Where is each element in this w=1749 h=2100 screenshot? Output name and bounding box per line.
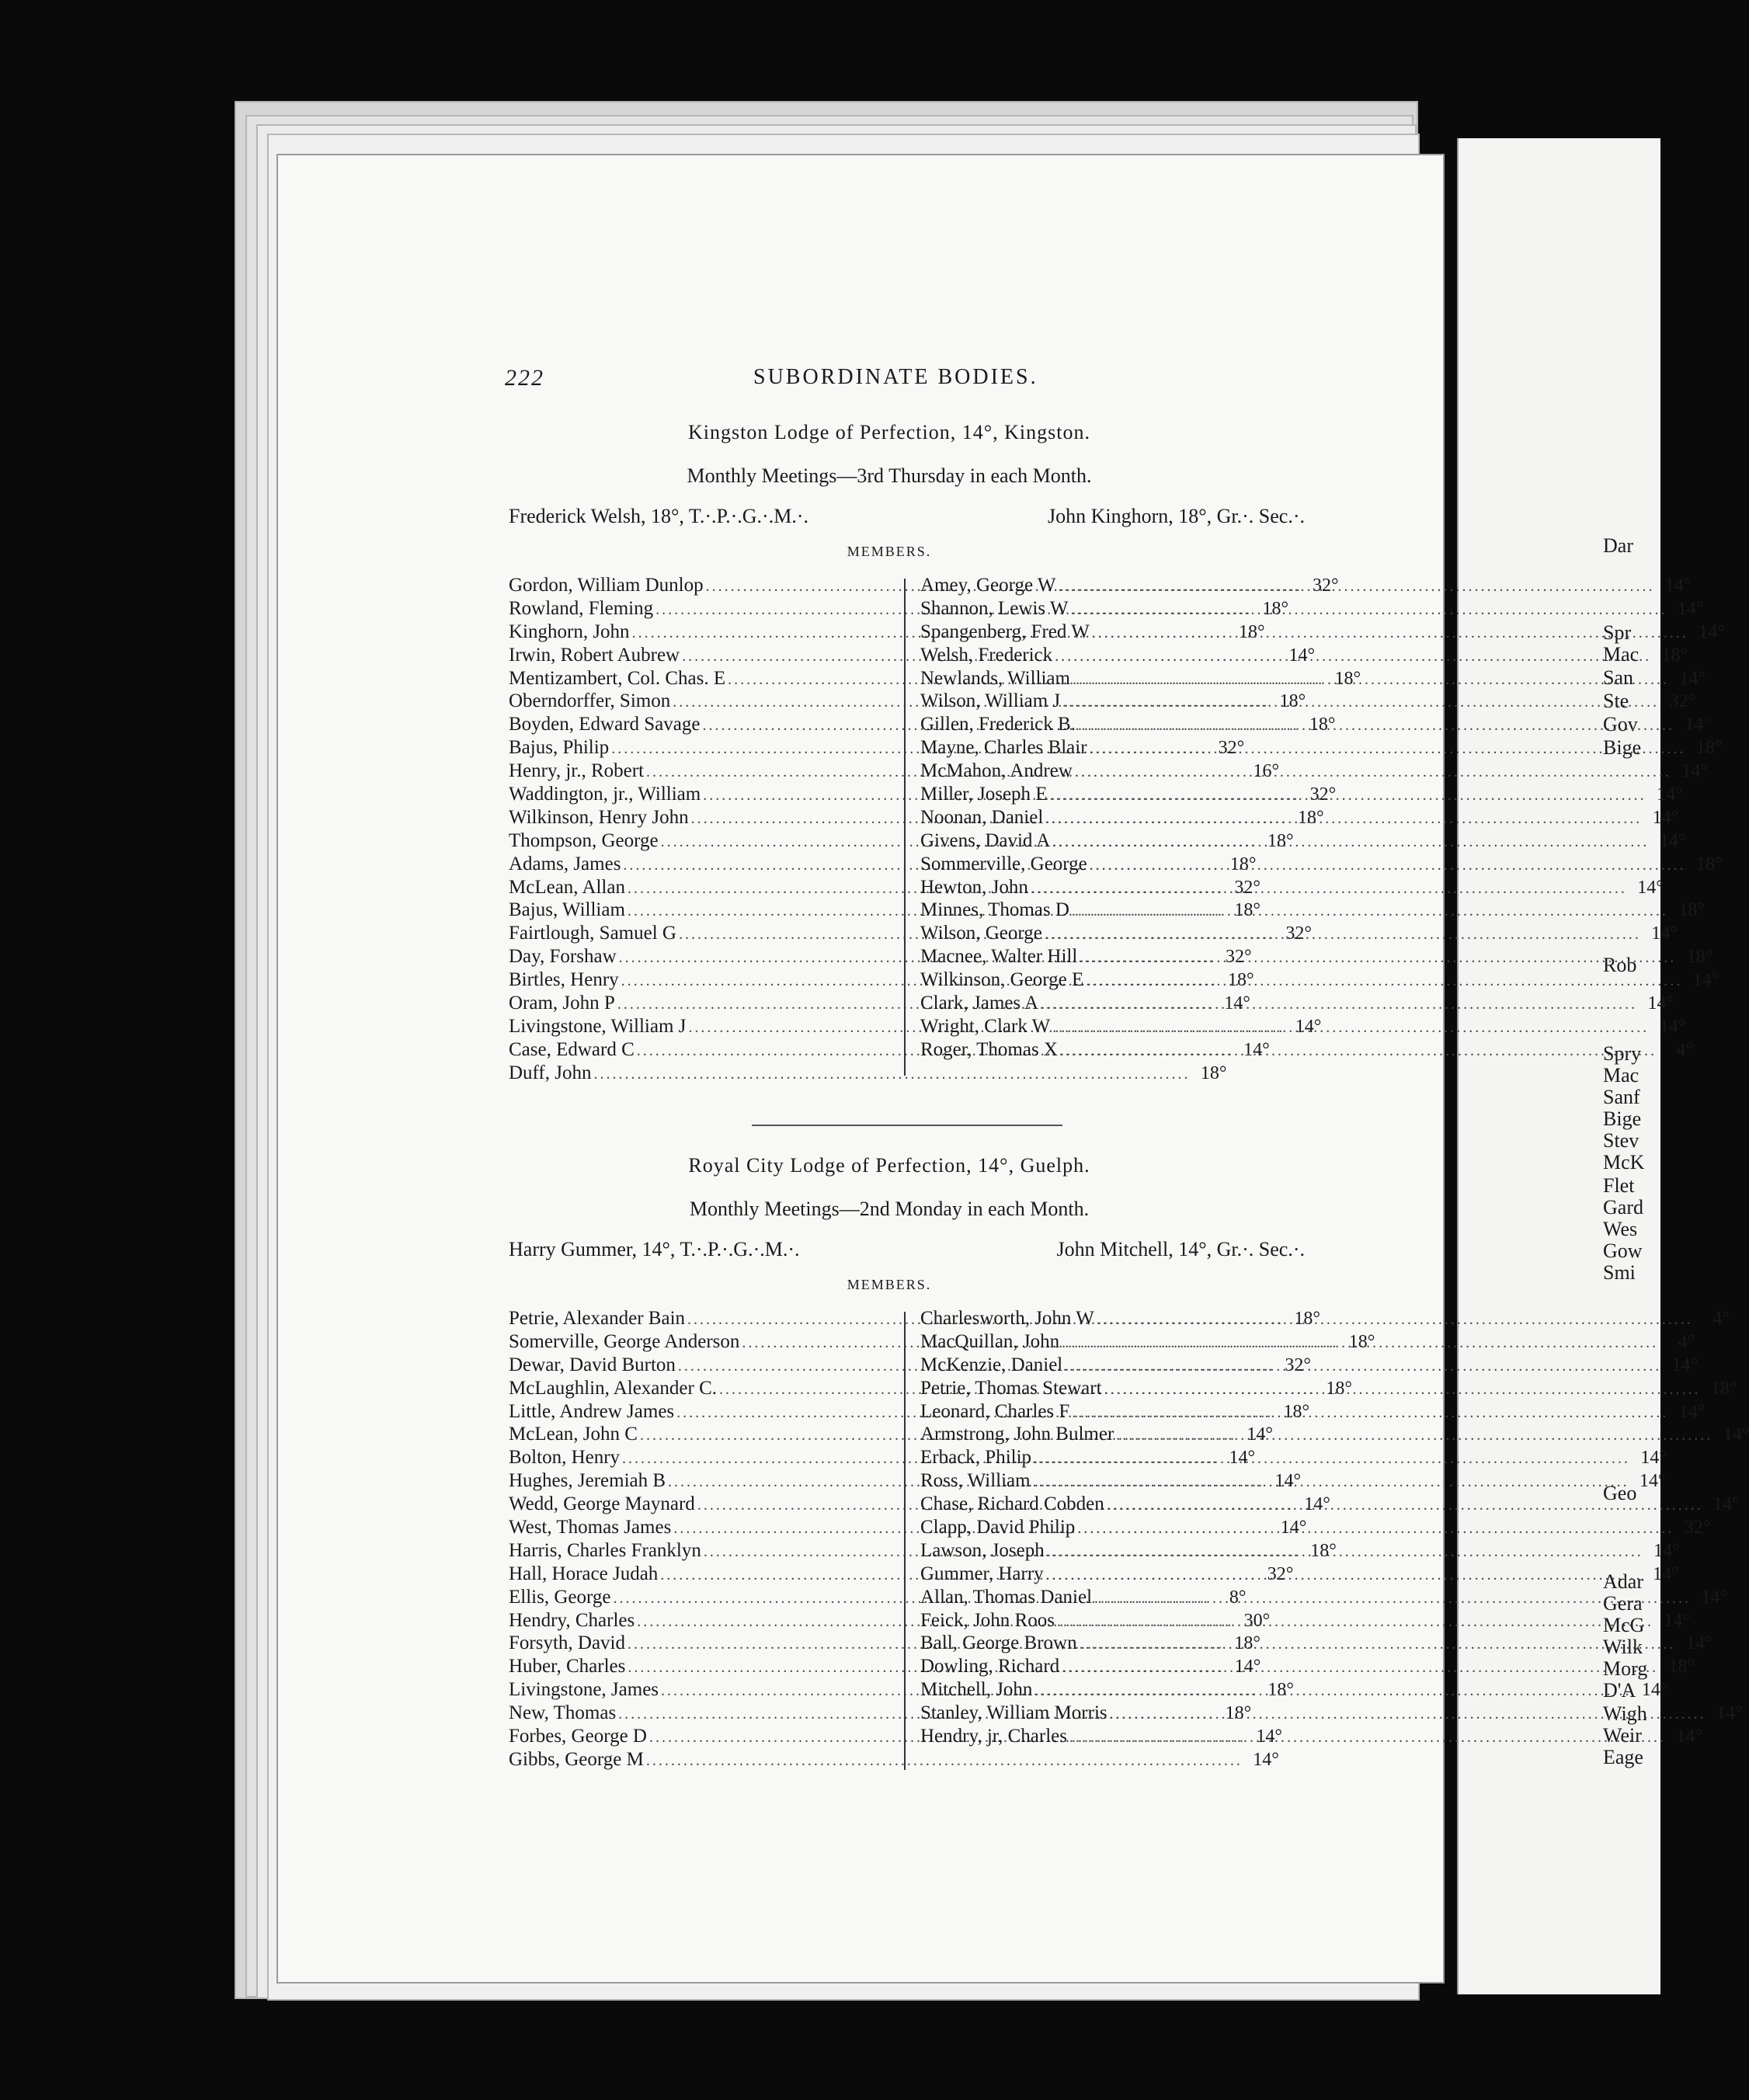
member-degree: 14° <box>1656 784 1683 805</box>
leader-dots <box>1052 1017 1649 1040</box>
member-row <box>920 760 1708 783</box>
member-name: Gibbs, George M <box>509 1748 644 1770</box>
member-degree: 18° <box>1267 830 1294 851</box>
member-degree: 14° <box>1685 714 1711 735</box>
member-name: Ellis, George <box>509 1586 611 1608</box>
member-degree: 32° <box>1285 923 1312 944</box>
member-name: Dowling, Richard <box>920 1656 1060 1678</box>
member-degree: 14° <box>1304 1494 1330 1515</box>
member-name: West, Thomas James <box>509 1517 672 1538</box>
facing-page-text: Morg <box>1603 1657 1648 1680</box>
lodge-title: Kingston Lodge of Perfection, 14°, Kingston. <box>687 421 1090 443</box>
leader-dots <box>1078 714 1674 738</box>
member-degree: 8° <box>1229 1587 1247 1608</box>
member-name: McLaughlin, Alexander C. <box>509 1377 717 1399</box>
member-name: Wilson, William J <box>920 690 1061 712</box>
member-name: McLean, Allan <box>509 876 625 898</box>
member-name: Spangenberg, Fred W <box>920 621 1090 642</box>
secretary: John Mitchell, 14°, Gr.·. Sec.·. <box>1056 1238 1305 1260</box>
member-row <box>920 1400 1706 1424</box>
member-name: Livingstone, James <box>509 1679 659 1701</box>
member-degree: 14° <box>1640 1448 1667 1469</box>
members-heading: MEMBERS. <box>847 1277 932 1292</box>
leader-dots <box>1045 923 1641 947</box>
member-name: Boyden, Edward Savage <box>509 714 701 735</box>
member-degree: 14° <box>1664 1610 1690 1631</box>
member-degree: 14° <box>1678 1401 1706 1422</box>
member-name: Armstrong, John Bulmer <box>920 1424 1114 1445</box>
leader-dots <box>1107 1494 1703 1518</box>
leader-dots <box>1047 1541 1643 1564</box>
member-row <box>920 1015 1686 1038</box>
member-name: Mentizambert, Col. Chas. E <box>509 667 726 689</box>
member-name: Minnes, Thomas D <box>920 899 1069 921</box>
member-name: Wilkinson, George E <box>920 969 1084 991</box>
member-name: Mayne, Charles Blair <box>920 737 1087 759</box>
facing-page-text: McK <box>1603 1151 1645 1173</box>
member-name: Stanley, William Morris <box>920 1702 1107 1724</box>
member-degree: 14° <box>1692 970 1719 991</box>
leader-dots <box>1033 1471 1629 1494</box>
leader-dots <box>1045 808 1642 831</box>
member-name: Ball, George Brown <box>920 1632 1077 1654</box>
leader-dots <box>1034 1448 1630 1471</box>
member-name: Gummer, Harry <box>920 1563 1044 1584</box>
member-name: Irwin, Robert Aubrew <box>509 644 680 666</box>
member-degree: 16° <box>1253 761 1280 782</box>
member-degree: 14° <box>1653 1563 1679 1584</box>
member-name: Thompson, George <box>509 829 659 851</box>
facing-page-text: Flet <box>1603 1174 1635 1197</box>
member-name: Forbes, George D <box>509 1726 647 1747</box>
column-divider <box>904 1312 906 1770</box>
member-name: Gordon, William Dunlop <box>509 575 704 596</box>
member-name: Birtles, Henry <box>509 969 619 991</box>
presiding-officer: Harry Gummer, 14°, T.·.P.·.G.·.M.·. <box>509 1238 800 1260</box>
member-name: Allan, Thomas Daniel <box>920 1586 1093 1608</box>
member-degree: 32° <box>1309 784 1337 805</box>
member-degree: 18° <box>1348 1331 1375 1352</box>
member-row <box>920 899 1705 922</box>
leader-dots <box>1059 575 1655 599</box>
leader-dots <box>1060 1040 1657 1063</box>
member-degree: 18° <box>1298 807 1324 828</box>
leader-dots <box>1094 1587 1691 1611</box>
member-degree: 4° <box>1678 1331 1695 1352</box>
member-row <box>920 1423 1749 1446</box>
member-name: Givens, David A <box>920 829 1051 851</box>
member-name: Oberndorffer, Simon <box>509 690 671 712</box>
page-number: 222 <box>505 365 544 391</box>
member-degree: 14° <box>1681 761 1708 782</box>
member-degree: 4° <box>1676 1039 1693 1060</box>
facing-page-text: Gov <box>1603 713 1638 735</box>
member-degree: 18° <box>1310 1540 1337 1561</box>
member-name: Chase, Richard Cobden <box>920 1493 1104 1515</box>
leader-dots <box>593 1063 1190 1087</box>
member-name: Welsh, Frederick <box>920 644 1053 666</box>
member-row <box>509 1062 1227 1085</box>
member-degree: 14° <box>1651 923 1678 944</box>
member-row <box>920 597 1704 621</box>
member-degree: 32° <box>1234 877 1260 898</box>
page-header <box>505 365 1305 396</box>
officers-line <box>505 505 1305 536</box>
leader-dots <box>1050 784 1646 808</box>
member-name: Huber, Charles <box>509 1656 626 1678</box>
member-name: MacQuillan, John <box>920 1330 1060 1352</box>
member-degree: 14° <box>1247 1424 1273 1445</box>
leader-dots <box>1092 622 1688 645</box>
leader-dots <box>1075 761 1671 784</box>
leader-dots <box>1034 1680 1631 1703</box>
member-degree: 14° <box>1723 1424 1749 1445</box>
member-name: New, Thomas <box>509 1702 617 1724</box>
leader-dots <box>646 1750 1243 1773</box>
leader-dots <box>1077 1518 1674 1541</box>
member-name: Duff, John <box>509 1062 592 1083</box>
member-degree: 14° <box>1659 1016 1686 1037</box>
leader-dots <box>1055 645 1651 669</box>
member-name: Livingstone, William J <box>509 1015 687 1037</box>
member-degree: 18° <box>1267 1680 1295 1701</box>
member-name: Clapp, David Philip <box>920 1517 1076 1538</box>
member-row <box>509 1748 1279 1771</box>
leader-dots <box>1072 900 1668 923</box>
member-name: Wright, Clark W <box>920 1015 1051 1037</box>
member-name: Lawson, Joseph <box>920 1539 1045 1561</box>
running-head: SUBORDINATE BODIES. <box>753 365 1038 389</box>
leader-dots <box>1072 1402 1668 1425</box>
member-name: Leonard, Charles F <box>920 1400 1070 1422</box>
member-degree: 14° <box>1653 1540 1680 1561</box>
member-degree: 32° <box>1669 691 1696 712</box>
member-degree: 14° <box>1671 1354 1699 1375</box>
member-degree: 18° <box>1668 1657 1695 1678</box>
members-heading: MEMBERS. <box>847 544 932 559</box>
member-name: Hewton, John <box>920 876 1028 898</box>
leader-dots <box>1069 1726 1666 1750</box>
member-name: Amey, George W <box>920 575 1056 596</box>
member-name: Miller, Joseph E <box>920 784 1048 805</box>
member-name: McLean, John C <box>509 1424 638 1445</box>
member-row <box>920 1354 1699 1377</box>
member-name: Bolton, Henry <box>509 1447 621 1469</box>
facing-page-text: D'A <box>1603 1679 1636 1702</box>
member-degree: 14° <box>1295 1016 1322 1037</box>
leader-dots <box>1116 1424 1712 1448</box>
facing-page-text: Geo <box>1603 1482 1637 1504</box>
lodge-title: Royal City Lodge of Perfection, 14°, Guelph. <box>688 1154 1090 1177</box>
member-degree: 14° <box>1664 575 1692 596</box>
leader-dots <box>1097 1309 1693 1332</box>
facing-page-text: Spr <box>1603 621 1632 644</box>
member-degree: 32° <box>1684 1518 1711 1538</box>
member-row <box>920 1446 1667 1469</box>
member-degree: 18° <box>1710 1378 1737 1399</box>
column-divider <box>904 579 906 1076</box>
member-degree: 14° <box>1253 1749 1279 1770</box>
member-degree: 18° <box>1225 1703 1252 1724</box>
member-degree: 32° <box>1226 947 1252 968</box>
member-name: Day, Forshaw <box>509 946 617 968</box>
member-degree: 14° <box>1659 830 1686 851</box>
meeting-schedule: Monthly Meetings—2nd Monday in each Month. <box>689 1198 1090 1220</box>
member-degree: 14° <box>1652 807 1679 828</box>
member-degree: 14° <box>1637 877 1664 898</box>
member-row <box>920 853 1723 876</box>
member-degree: 14° <box>1679 668 1706 689</box>
member-name: Gillen, Frederick B. <box>920 714 1076 735</box>
facing-page-text: Wilk <box>1603 1636 1643 1658</box>
member-degree: 14° <box>1229 1448 1256 1469</box>
member-name: Petrie, Thomas Stewart <box>920 1377 1102 1399</box>
member-degree: 14° <box>1677 598 1704 619</box>
member-row <box>920 992 1674 1015</box>
member-degree: 18° <box>1238 621 1265 642</box>
leader-dots <box>1090 854 1686 878</box>
leader-dots <box>1071 599 1667 622</box>
member-name: Wilkinson, Henry John <box>509 806 689 828</box>
leader-dots <box>1065 1355 1661 1379</box>
member-name: Wedd, George Maynard <box>509 1493 695 1515</box>
member-degree: 14° <box>1224 993 1250 1014</box>
member-degree: 32° <box>1313 575 1339 596</box>
member-name: Hughes, Jeremiah B <box>509 1470 666 1492</box>
member-name: McMahon, Andrew <box>920 760 1073 782</box>
member-degree: 32° <box>1218 738 1245 759</box>
member-degree: 14° <box>1647 993 1674 1014</box>
facing-page-text: Wigh <box>1603 1702 1647 1725</box>
member-degree: 14° <box>1274 1471 1302 1492</box>
facing-page-text: Bige <box>1603 1107 1642 1130</box>
member-row <box>920 922 1678 945</box>
member-degree: 18° <box>1200 1062 1227 1083</box>
presiding-officer: Frederick Welsh, 18°, T.·.P.·.G.·.M.·. <box>509 505 808 527</box>
member-name: Kinghorn, John <box>509 621 630 642</box>
member-name: Waddington, jr., William <box>509 784 701 805</box>
facing-page-text: Eage <box>1603 1746 1643 1768</box>
leader-dots <box>1062 1332 1658 1355</box>
leader-dots <box>1057 1611 1653 1634</box>
member-name: Case, Edward C <box>509 1038 635 1060</box>
member-name: Henry, jr., Robert <box>509 760 645 782</box>
member-degree: 14° <box>1713 1494 1740 1515</box>
member-name: Little, Andrew James <box>509 1400 675 1422</box>
member-degree: 32° <box>1267 1563 1294 1584</box>
member-degree: 14° <box>1288 645 1316 666</box>
member-name: Feick, John Roos <box>920 1609 1055 1631</box>
leader-dots <box>1086 970 1682 993</box>
facing-page-text: Sanf <box>1603 1086 1640 1108</box>
member-name: Wilson, George <box>920 923 1042 944</box>
member-degree: 18° <box>1294 1309 1321 1329</box>
member-name: Harris, Charles Franklyn <box>509 1539 701 1561</box>
member-degree: 18° <box>1326 1378 1352 1399</box>
member-degree: 18° <box>1262 598 1289 619</box>
member-degree: 14° <box>1280 1518 1307 1538</box>
secretary: John Kinghorn, 18°, Gr.·. Sec.·. <box>1047 505 1305 527</box>
member-degree: 18° <box>1234 1633 1260 1654</box>
member-degree: 14° <box>1256 1726 1282 1747</box>
leader-dots <box>1110 1703 1706 1726</box>
member-name: Noonan, Daniel <box>920 806 1044 828</box>
member-row <box>920 876 1664 899</box>
member-degree: 14° <box>1639 1471 1666 1492</box>
facing-page-text: Smi <box>1603 1261 1636 1284</box>
member-row <box>920 1516 1711 1539</box>
officers-line <box>505 1238 1305 1269</box>
member-degree: 18° <box>1229 854 1257 874</box>
facing-page-text: Ste <box>1603 690 1629 712</box>
member-degree: 18° <box>1686 947 1713 968</box>
facing-page-text: McG <box>1603 1614 1645 1636</box>
member-degree: 18° <box>1283 1401 1310 1422</box>
member-name: Somerville, George Anderson <box>509 1330 740 1352</box>
member-degree: 18° <box>1334 668 1361 689</box>
member-degree: 18° <box>1279 691 1306 712</box>
member-degree: 18° <box>1696 854 1723 874</box>
facing-page-text: Bige <box>1603 736 1642 759</box>
member-name: Shannon, Lewis W <box>920 597 1069 619</box>
member-name: Charlesworth, John W <box>920 1308 1094 1329</box>
leader-dots <box>1062 691 1659 714</box>
member-name: Forsyth, David <box>509 1632 625 1654</box>
facing-page-text: Mac <box>1603 1064 1639 1087</box>
member-name: Roger, Thomas X <box>920 1038 1058 1060</box>
member-degree: 14° <box>1685 1633 1712 1654</box>
member-row <box>920 968 1719 992</box>
leader-dots <box>1080 1633 1676 1657</box>
member-name: Bajus, William <box>509 899 625 921</box>
facing-page-text: Spry <box>1603 1042 1642 1065</box>
meeting-schedule: Monthly Meetings—3rd Thursday in each Month. <box>687 464 1092 487</box>
member-degree: 18° <box>1234 900 1260 921</box>
member-name: Ross, William <box>920 1470 1031 1492</box>
member-name: Macnee, Walter Hill <box>920 946 1078 968</box>
facing-page-text: Gera <box>1603 1592 1643 1615</box>
member-name: Clark, James A <box>920 993 1039 1014</box>
member-name: Petrie, Alexander Bain <box>509 1308 686 1329</box>
leader-dots <box>1031 878 1627 901</box>
member-name: Fairtlough, Samuel G <box>509 923 676 944</box>
facing-page-text: Wes <box>1603 1218 1638 1240</box>
leader-dots <box>1041 993 1637 1017</box>
member-degree: 14° <box>1716 1703 1743 1724</box>
facing-page-text: Gow <box>1603 1239 1643 1262</box>
member-name: Adams, James <box>509 853 621 874</box>
member-degree: 18° <box>1309 714 1336 735</box>
member-name: Hall, Horace Judah <box>509 1563 659 1584</box>
member-degree: 30° <box>1243 1610 1271 1631</box>
leader-dots <box>1046 1564 1643 1587</box>
facing-page-text: Rob <box>1603 954 1637 976</box>
member-name: Hendry, Charles <box>509 1609 635 1631</box>
section-rule <box>752 1125 1062 1126</box>
member-degree: 14° <box>1641 1680 1668 1701</box>
facing-page-text: Mac <box>1603 643 1639 666</box>
facing-page-text: Weir <box>1603 1724 1642 1747</box>
member-degree: 18° <box>1678 900 1705 921</box>
facing-page-text: Dar <box>1603 534 1633 557</box>
member-name: Erback, Philip <box>920 1447 1032 1469</box>
leader-dots <box>1104 1379 1701 1402</box>
member-degree: 14° <box>1676 1726 1702 1747</box>
member-name: Rowland, Fleming <box>509 597 654 619</box>
leader-dots <box>1090 738 1686 761</box>
member-degree: 32° <box>1285 1354 1311 1375</box>
member-name: Mitchell, John <box>920 1679 1033 1701</box>
member-degree: 14° <box>1701 1587 1728 1608</box>
member-degree: 4° <box>1712 1309 1730 1329</box>
facing-page-text: Stev <box>1603 1129 1639 1152</box>
leader-dots <box>1080 947 1676 970</box>
member-name: Oram, John P <box>509 993 615 1014</box>
facing-page-text: Adar <box>1603 1570 1643 1593</box>
leader-dots <box>1062 1657 1658 1680</box>
member-name: McKenzie, Daniel <box>920 1354 1063 1375</box>
member-row <box>920 1377 1737 1400</box>
member-name: Bajus, Philip <box>509 737 610 759</box>
member-degree: 18° <box>1228 970 1254 991</box>
member-degree: 18° <box>1695 738 1723 759</box>
member-name: Newlands, William <box>920 667 1070 689</box>
member-degree: 18° <box>1661 645 1688 666</box>
member-degree: 14° <box>1699 621 1725 642</box>
member-name: Sommerville, George <box>920 853 1087 874</box>
member-name: Hendry, jr, Charles <box>920 1726 1067 1747</box>
facing-page-text: San <box>1603 666 1633 689</box>
member-row <box>920 829 1686 853</box>
member-name: Dewar, David Burton <box>509 1354 676 1375</box>
leader-dots <box>1052 831 1649 854</box>
facing-page-text: Gard <box>1603 1196 1643 1219</box>
member-degree: 14° <box>1243 1039 1270 1060</box>
member-degree: 14° <box>1234 1657 1261 1678</box>
leader-dots <box>1073 669 1669 692</box>
